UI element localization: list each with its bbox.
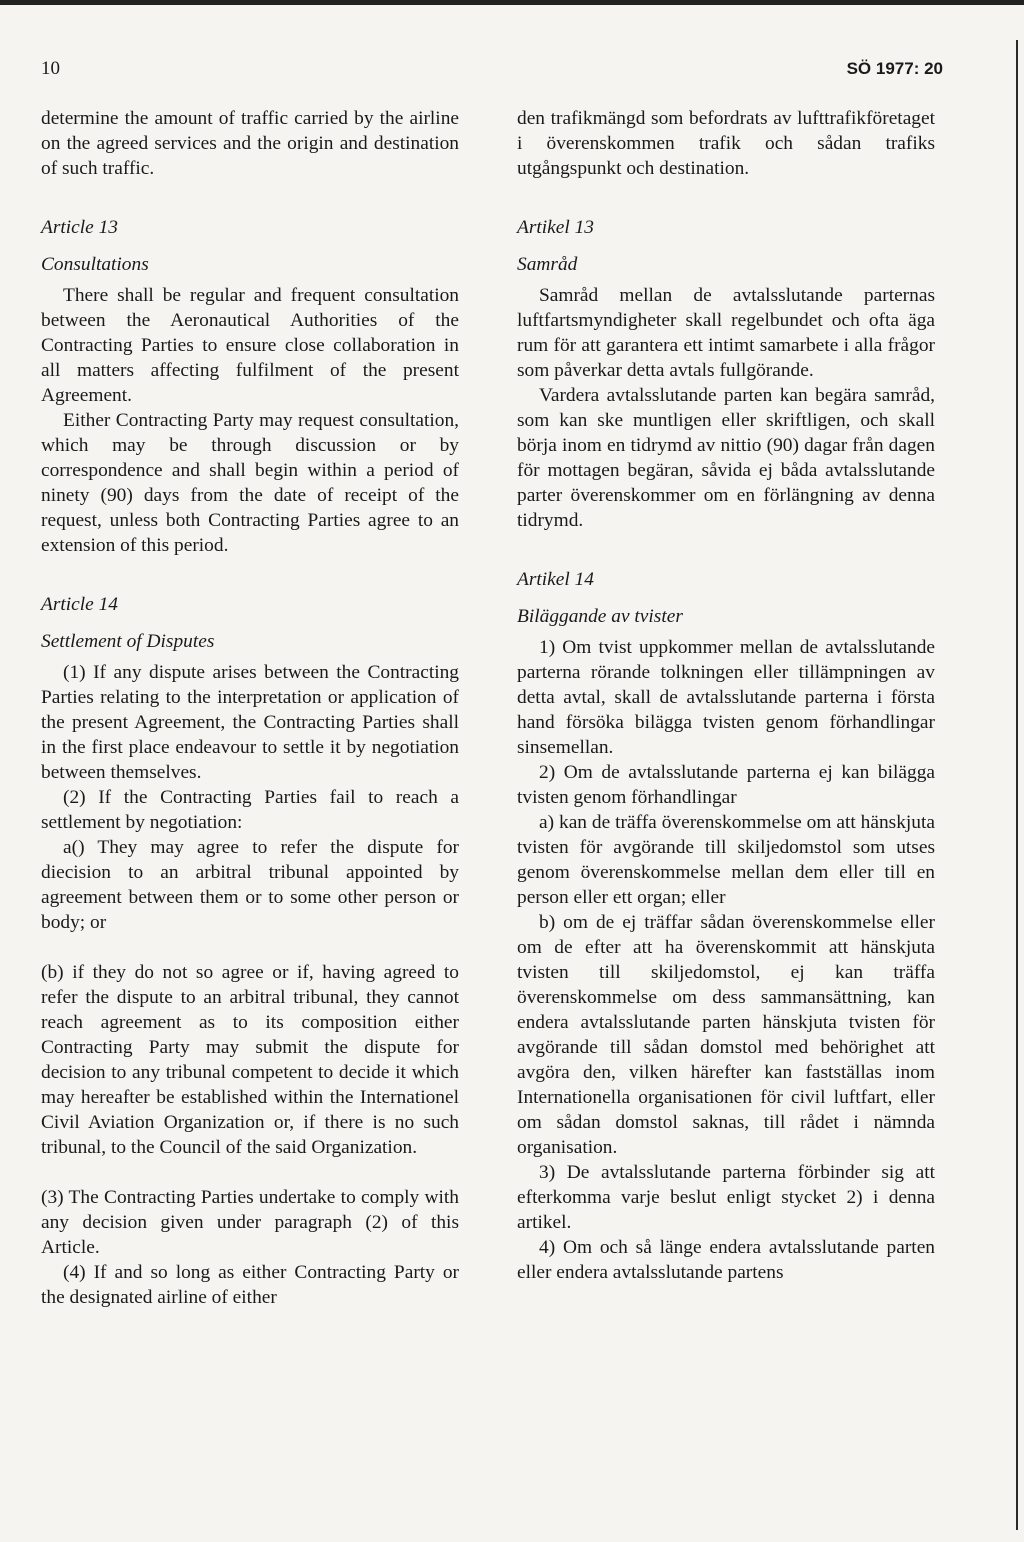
- article-13-title: Consultations: [41, 254, 149, 275]
- right-border: [1016, 40, 1018, 1530]
- artikel-14-title: Biläggande av tvister: [517, 606, 683, 627]
- article-14-paragraph-1: (1) If any dispute arises between the Contracting Parties relating to the interpretation or application of the present Agreement, the Contracting Parties shall in the first place endeavour to settle it by negotiation between themselves.: [41, 662, 459, 783]
- artikel-14-paragraph-2: 2) Om de avtalsslutande parterna ej kan bilägga tvisten genom förhandlingar: [517, 762, 935, 808]
- artikel-14-heading: Artikel 14: [517, 569, 595, 590]
- english-column: [41, 106, 459, 1310]
- artikel-14-paragraph-2a: a) kan de träffa överenskommelse om att hänskjuta tvisten för avgörande till skiljedomstol som utses genom överenskommelse mellan dem eller till en person eller ett organ; eller: [517, 812, 935, 908]
- article-13-paragraph-1: There shall be regular and frequent consultation between the Aeronautical Authorities of the Contracting Parties to ensure close collaboration in all matters affecting fulfilment of the present Agreement.: [41, 285, 459, 406]
- page-header: [41, 58, 943, 80]
- artikel-13-heading: Artikel 13: [517, 217, 595, 238]
- article-14-paragraph-4: (4) If and so long as either Contracting Party or the designated airline of either: [41, 1262, 459, 1308]
- swedish-column: [517, 106, 935, 1285]
- artikel-13-paragraph-1: Samråd mellan de avtalsslutande parternas luftfartsmyndigheter skall regelbundet och ofta äga rum för att garantera ett intimt samarbete i alla frågor som påverkar detta avtals fullgörande.: [517, 285, 935, 381]
- article-14-paragraph-2: (2) If the Contracting Parties fail to reach a settlement by negotiation:: [41, 787, 459, 833]
- artikel-13-paragraph-2: Vardera avtalsslutande parten kan begära samråd, som kan ske muntligen eller skriftligen, och skall börja inom en tidrymd av nittio (90) dagar från dagen för mottagen begäran, såvida ej båda avtalsslutande parter överenskommer om en förlängning av denna tidrymd.: [517, 385, 935, 531]
- article-13-paragraph-2: Either Contracting Party may request consultation, which may be through discussion or by correspondence and shall begin within a period of ninety (90) days from the date of receipt of the request, unless both Contracting Parties agree to an extension of this period.: [41, 410, 459, 556]
- article-13-heading: Article 13: [41, 217, 119, 238]
- artikel-14-paragraph-3: 3) De avtalsslutande parterna förbinder sig att efterkomma varje beslut enligt stycket 2) i denna artikel.: [517, 1162, 935, 1233]
- top-border: [0, 0, 1024, 5]
- intro-paragraph: determine the amount of traffic carried by the airline on the agreed services and the origin and destination of such traffic.: [41, 108, 459, 179]
- article-14-paragraph-3: (3) The Contracting Parties undertake to comply with any decision given under paragraph (2) of this Article.: [41, 1187, 459, 1258]
- document-reference: SÖ 1977: 20: [846, 59, 943, 78]
- artikel-14-paragraph-1: 1) Om tvist uppkommer mellan de avtalsslutande parterna rörande tolkningen eller tillämpningen av detta avtal, skall de avtalsslutande parterna i första hand försöka bilägga tvisten genom förhandlingar sinsemellan.: [517, 637, 935, 758]
- artikel-14-paragraph-2b: b) om de ej träffar sådan överenskommelse eller om de efter att ha överenskommit att hänskjuta tvisten till skiljedomstol, ej kan träffa överenskommelse om dess sammansättning, kan endera avtalsslutande parten hänskjuta tvisten för avgörande till sådan domstol med behörighet att avgöra den, vilken härefter kan fastställas inom Internationella organisationen för civil luftfart, eller om sådan domstol saknas, till rådet i nämnda organisation.: [517, 912, 935, 1158]
- page-number: 10: [41, 58, 60, 79]
- article-14-title: Settlement of Disputes: [41, 631, 215, 652]
- artikel-14-paragraph-4: 4) Om och så länge endera avtalsslutande parten eller endera avtalsslutande partens: [517, 1237, 935, 1283]
- intro-paragraph: den trafikmängd som befordrats av lufttrafikföretaget i överenskommen trafik och sådan trafiks utgångspunkt och destination.: [517, 108, 935, 179]
- artikel-13-title: Samråd: [517, 254, 578, 275]
- article-14-heading: Article 14: [41, 594, 119, 615]
- article-14-paragraph-2b: (b) if they do not so agree or if, having agreed to refer the dispute to an arbitral tribunal, they cannot reach agreement as to its composition either Contracting Party may submit the dispute for decision to any tribunal competent to decide it which may hereafter be established within the Internationel Civil Aviation Organization or, if there is no such tribunal, to the Council of the said Organization.: [41, 962, 459, 1158]
- article-14-paragraph-2a: a() They may agree to refer the dispute for diecision to an arbitral tribunal appointed by agreement between them or to some other person or body; or: [41, 837, 459, 933]
